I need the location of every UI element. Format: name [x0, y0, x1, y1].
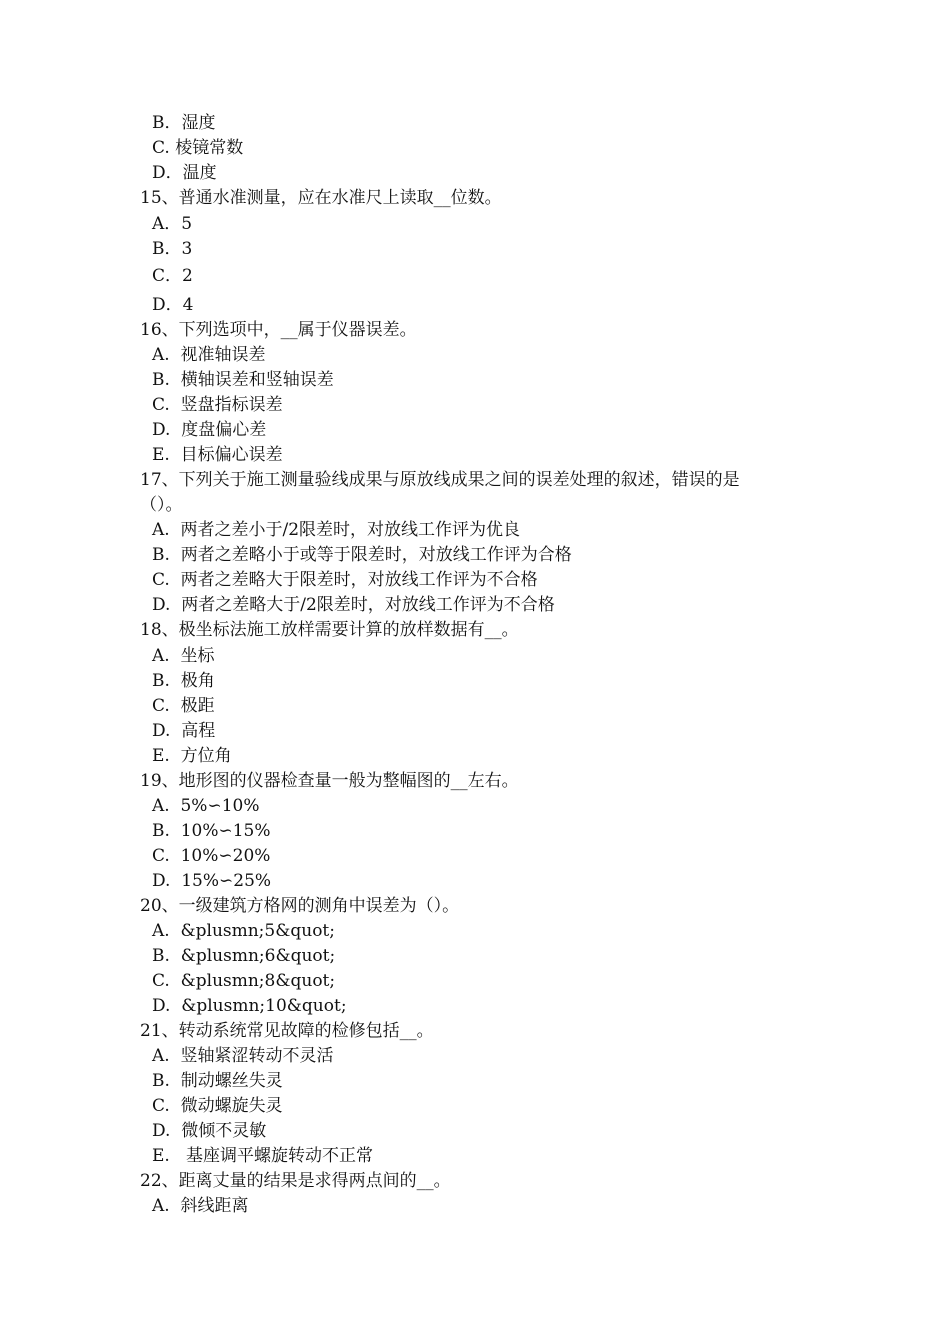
option-line: A. &plusmn;5&quot; — [152, 921, 335, 941]
option-line: D. 两者之差略大于/2限差时，对放线工作评为不合格 — [152, 595, 555, 615]
option-line: C. 极距 — [152, 696, 215, 716]
option-line: C. 10%∽20% — [152, 846, 271, 866]
option-line: C. 棱镜常数 — [152, 138, 244, 158]
option-line: A. 两者之差小于/2限差时，对放线工作评为优良 — [152, 520, 521, 540]
option-line: C. 两者之差略大于限差时，对放线工作评为不合格 — [152, 570, 538, 590]
option-line: D．4 — [152, 295, 194, 315]
option-line: C. &plusmn;8&quot; — [152, 971, 336, 991]
option-line: C．2 — [152, 266, 193, 286]
option-line: C. 微动螺旋失灵 — [152, 1096, 283, 1116]
question-line: 21、转动系统常见故障的检修包括__。 — [140, 1021, 434, 1041]
option-line: D. &plusmn;10&quot; — [152, 996, 347, 1016]
option-line: A. 坐标 — [152, 646, 215, 666]
option-line: E. 方位角 — [152, 746, 232, 766]
option-line: D. 微倾不灵敏 — [152, 1121, 267, 1141]
option-line: E. 基座调平螺旋转动不正常 — [152, 1146, 374, 1166]
option-line: B．3 — [152, 239, 193, 259]
question-line: 18、极坐标法施工放样需要计算的放样数据有__。 — [140, 620, 519, 640]
option-line: A. 5%∽10% — [152, 796, 260, 816]
option-line: D. 度盘偏心差 — [152, 420, 267, 440]
option-line: B. 10%∽15% — [152, 821, 271, 841]
question-line: 22、距离丈量的结果是求得两点间的__。 — [140, 1171, 451, 1191]
option-line: E. 目标偏心误差 — [152, 445, 283, 465]
option-line: A. 视准轴误差 — [152, 345, 266, 365]
option-line: D. 高程 — [152, 721, 216, 741]
option-line: B. 两者之差略小于或等于限差时，对放线工作评为合格 — [152, 545, 572, 565]
option-line: A．5 — [152, 214, 193, 234]
option-line: A. 竖轴紧涩转动不灵活 — [152, 1046, 334, 1066]
question-line: （）。 — [140, 495, 183, 515]
option-line: B. 制动螺丝失灵 — [152, 1071, 283, 1091]
question-line: 16、下列选项中，__属于仪器误差。 — [140, 320, 417, 340]
option-line: B. &plusmn;6&quot; — [152, 946, 336, 966]
option-line: B. 极角 — [152, 671, 215, 691]
option-line: D．温度 — [152, 163, 217, 183]
question-line: 20、一级建筑方格网的测角中误差为（）。 — [140, 896, 460, 916]
option-line: A. 斜线距离 — [152, 1196, 249, 1216]
option-line: B. 横轴误差和竖轴误差 — [152, 370, 334, 390]
option-line: D. 15%∽25% — [152, 871, 272, 891]
option-line: B．湿度 — [152, 113, 216, 133]
question-line: 15、普通水准测量，应在水准尺上读取__位数。 — [140, 188, 502, 208]
option-line: C. 竖盘指标误差 — [152, 395, 283, 415]
question-line: 19、地形图的仪器检查量一般为整幅图的__左右。 — [140, 771, 519, 791]
question-line: 17、下列关于施工测量验线成果与原放线成果之间的误差处理的叙述，错误的是 — [140, 470, 740, 490]
